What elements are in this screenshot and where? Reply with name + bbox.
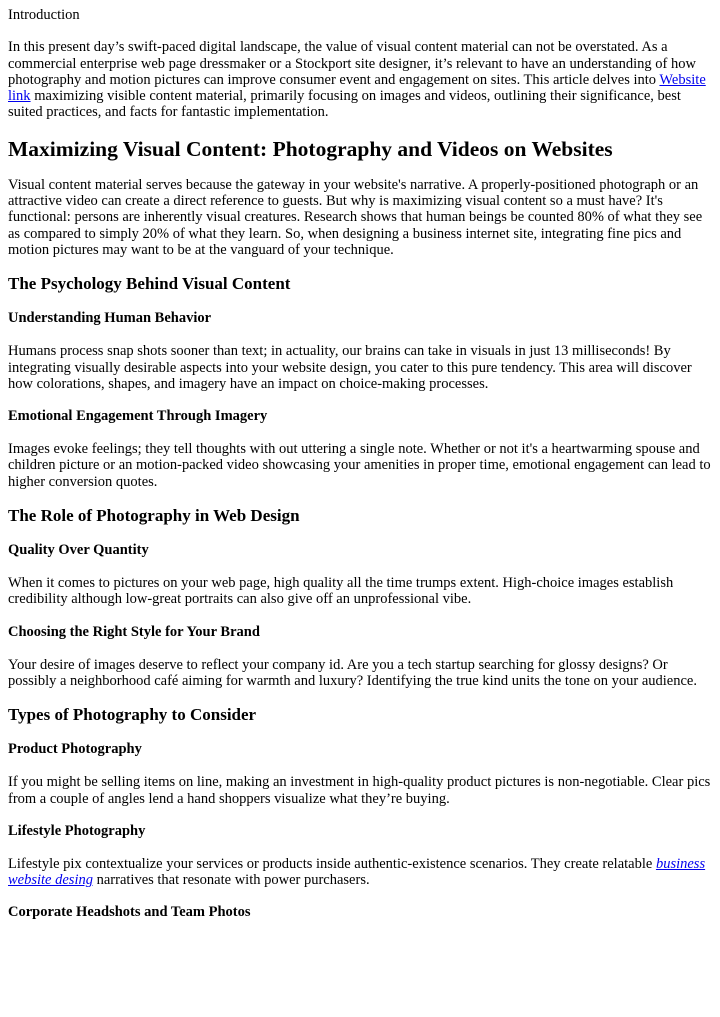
product-photography-paragraph: If you might be selling items on line, making an investment in high-quality product pictures is non-negotiable. Clear pics from a couple of angles lend a hand shoppers visualize what they’re buying. [8, 774, 711, 807]
emotional-engagement-paragraph: Images evoke feelings; they tell thoughts with out uttering a single note. Whether or not it's a heartwarming spouse and children picture or an motion-packed video showcasing your amenities in proper time, emotional engagement can lead to higher conversion quotes. [8, 441, 711, 490]
product-photography-heading: Product Photography [8, 741, 142, 758]
style-heading: Choosing the Right Style for Your Brand [8, 623, 260, 640]
emotional-engagement-heading: Emotional Engagement Through Imagery [8, 408, 268, 425]
intro-label: Introduction [8, 7, 80, 23]
quality-paragraph: When it comes to pictures on your web page, high quality all the time trumps extent. High-choice images establish credibility although low-great portraits can also give off an unprofessional vibe. [8, 575, 674, 608]
business-website-link[interactable]: business website desing [8, 855, 706, 889]
human-behavior-paragraph: Humans process snap shots sooner than text; in actuality, our brains can take in visuals in just 13 milliseconds! By integrating visually desirable aspects into your website design, you cater to this pure tendency. This area will discover how colorations, shapes, and imagery have an impact on choice-making processes. [8, 343, 692, 392]
lifestyle-photography-paragraph [8, 856, 712, 889]
lifestyle-photography-heading: Lifestyle Photography [8, 822, 146, 839]
corporate-headshots-heading: Corporate Headshots and Team Photos [8, 904, 251, 921]
types-heading: Types of Photography to Consider [8, 705, 257, 725]
intro-text-after-link: maximizing visible content material, primarily focusing on images and videos, outlining their significance, best suited practices, and facts for fantastic implementation. [8, 88, 681, 121]
main-paragraph: Visual content material serves because the gateway in your website's narrative. A properly-positioned photograph or an attractive video can create a direct reference to guests. But why is maximizing visual content so a must have? It's functional: persons are inherently visual creatures. Research shows that human beings be counted 80% of what they see as compared to simply 20% of what they learn. So, when designing a business internet site, integrating fine pics and motion pictures may want to be at the vanguard of your technique. [8, 176, 703, 258]
lifestyle-text-before-link: Lifestyle pix contextualize your services or products inside authentic-existence scenarios. They create relatable [8, 855, 656, 872]
quality-heading: Quality Over Quantity [8, 542, 149, 559]
lifestyle-text-after-link: narratives that resonate with power purchasers. [92, 872, 370, 889]
human-behavior-heading: Understanding Human Behavior [8, 310, 212, 327]
intro-paragraph [8, 39, 712, 120]
psychology-heading: The Psychology Behind Visual Content [8, 274, 291, 294]
main-heading: Maximizing Visual Content: Photography and Videos on Websites [8, 136, 613, 161]
photography-role-heading: The Role of Photography in Web Design [8, 506, 300, 526]
style-paragraph: Your desire of images deserve to reflect your company id. Are you a tech startup searching for glossy designs? Or possibly a neighborhood café aiming for warmth and luxury? Identifying the true kind units the tone on your audience. [8, 656, 697, 689]
intro-text-before-link: In this present day’s swift-paced digital landscape, the value of visual content material can not be overstated. As a commercial enterprise web page dressmaker or a Stockport site designer, it’s relevant to have an understanding of how photography and motion pictures can improve consumer event and engagement on sites. This article delves into [8, 39, 696, 88]
website-link[interactable]: Website link [8, 71, 706, 105]
